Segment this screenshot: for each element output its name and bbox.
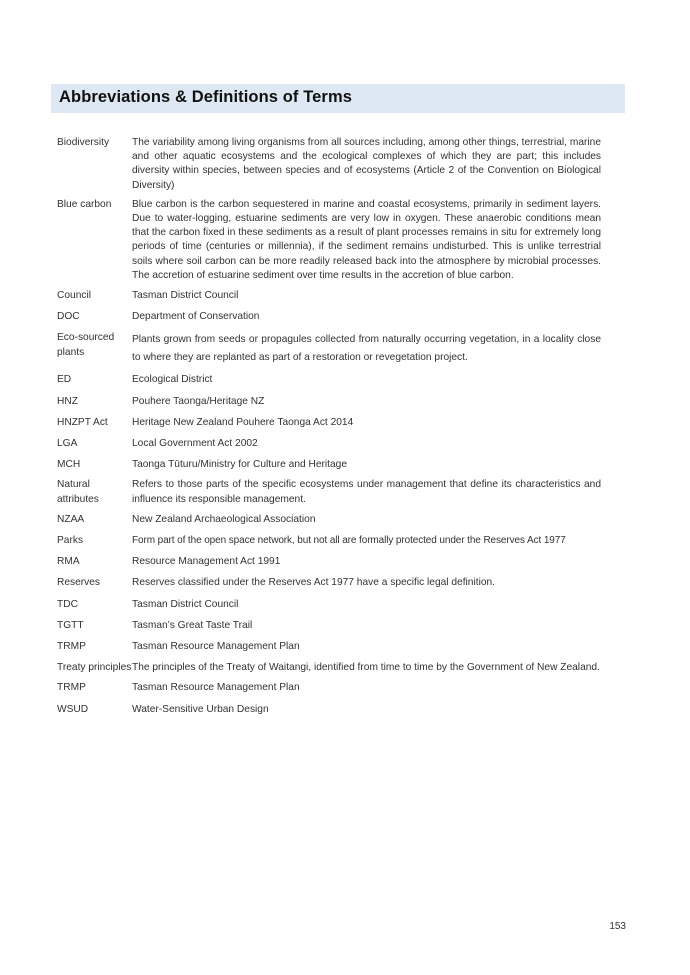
section-heading-band [51, 84, 625, 113]
definition: Local Government Act 2002 [132, 438, 258, 450]
term: ED [57, 374, 72, 386]
definition: Pouhere Taonga/Heritage NZ [132, 395, 265, 407]
definition-row [57, 681, 601, 695]
definition-row [57, 555, 601, 569]
definition: Tasman Resource Management Plan [132, 641, 300, 653]
term: Reserves [57, 577, 101, 589]
definition-row [57, 437, 601, 451]
definition: The variability among living organisms from all sources including, among other things, terrestrial, marine and other aquatic ecosystems and the ecological complexes of which they are part; this includes diversity within species, between species and of ecosystems (Article 2 of the Convention on Biological Diversity) [132, 137, 601, 191]
definition-row [57, 198, 601, 283]
definition: The principles of the Treaty of Waitangi, identified from time to time by the Government of New Zealand. [132, 662, 600, 674]
term: TGTT [57, 619, 84, 631]
definition-row [57, 395, 601, 409]
definition-row [57, 534, 601, 548]
definition: Resource Management Act 1991 [132, 556, 281, 568]
definition-row [57, 703, 601, 717]
term: TRMP [57, 682, 86, 694]
definition: Refers to those parts of the specific ecosystems under management that define its characteristics and influence its responsible management. [132, 479, 601, 505]
term: Blue carbon [57, 198, 112, 210]
term: Council [57, 290, 91, 302]
definition-row [57, 458, 601, 472]
definition: Taonga Tūturu/Ministry for Culture and Heritage [132, 459, 347, 471]
definition-row [57, 513, 601, 527]
definition-row [57, 310, 601, 324]
term: LGA [57, 438, 78, 450]
term: DOC [57, 311, 80, 323]
definition: Plants grown from seeds or propagules collected from naturally occurring vegetation, in a locality close to where they are replanted as part of a restoration or revegetation project. [132, 334, 601, 363]
term: MCH [57, 459, 81, 471]
definition-row [57, 661, 601, 675]
definition: Tasman District Council [132, 290, 239, 302]
term: Parks [57, 535, 84, 547]
term: NZAA [57, 513, 85, 525]
definition-row [57, 373, 601, 387]
term: WSUD [57, 703, 89, 715]
definition: Department of Conservation [132, 311, 260, 323]
definition-row [57, 136, 601, 193]
definition-row [57, 576, 601, 590]
page-number: 153 [609, 921, 626, 932]
definition-row [57, 640, 601, 654]
definition: Ecological District [132, 374, 213, 386]
term: HNZPT Act [57, 416, 108, 428]
definition-row [57, 416, 601, 430]
definition-row [57, 478, 601, 506]
definition: Tasman Resource Management Plan [132, 682, 300, 694]
definition: Tasman District Council [132, 598, 239, 610]
term: RMA [57, 556, 80, 568]
definition: Form part of the open space network, but not all are formally protected under the Reserves Act 1977 [132, 535, 566, 547]
term: TRMP [57, 641, 86, 653]
definition: Heritage New Zealand Pouhere Taonga Act 2014 [132, 416, 354, 428]
definition-row [57, 289, 601, 303]
term: Treaty principles [57, 662, 132, 674]
definition-row [57, 598, 601, 612]
definition-row [57, 619, 601, 633]
term: HNZ [57, 395, 78, 407]
section-title: Abbreviations & Definitions of Terms [59, 88, 352, 106]
term: Eco-sourced plants [57, 332, 115, 358]
definition: Tasman’s Great Taste Trail [132, 619, 253, 631]
definition: Reserves classified under the Reserves Act 1977 have a specific legal definition. [132, 577, 495, 589]
term: Biodiversity [57, 137, 110, 148]
definitions-list [57, 136, 601, 717]
definition: New Zealand Archaeological Association [132, 513, 316, 525]
term: TDC [57, 598, 78, 610]
definition: Water-Sensitive Urban Design [132, 703, 269, 715]
definition-row [57, 331, 601, 366]
term: Natural attributes [57, 479, 99, 505]
definition: Blue carbon is the carbon sequestered in marine and coastal ecosystems, primarily in sediment layers. Due to water-logging, estuarine sediments are very low in oxygen. These anaerobic conditions mean that the carbon fixed in these sediments as a result of plant processes remains in situ for extremely long periods of time (centuries or millennia), if the sediment remains undisturbed. This is unlike terrestrial soils where soil carbon can be more readily released back into the atmosphere by microbial processes. The accretion of estuarine sediment over time results in the accretion of blue carbon. [132, 198, 601, 281]
